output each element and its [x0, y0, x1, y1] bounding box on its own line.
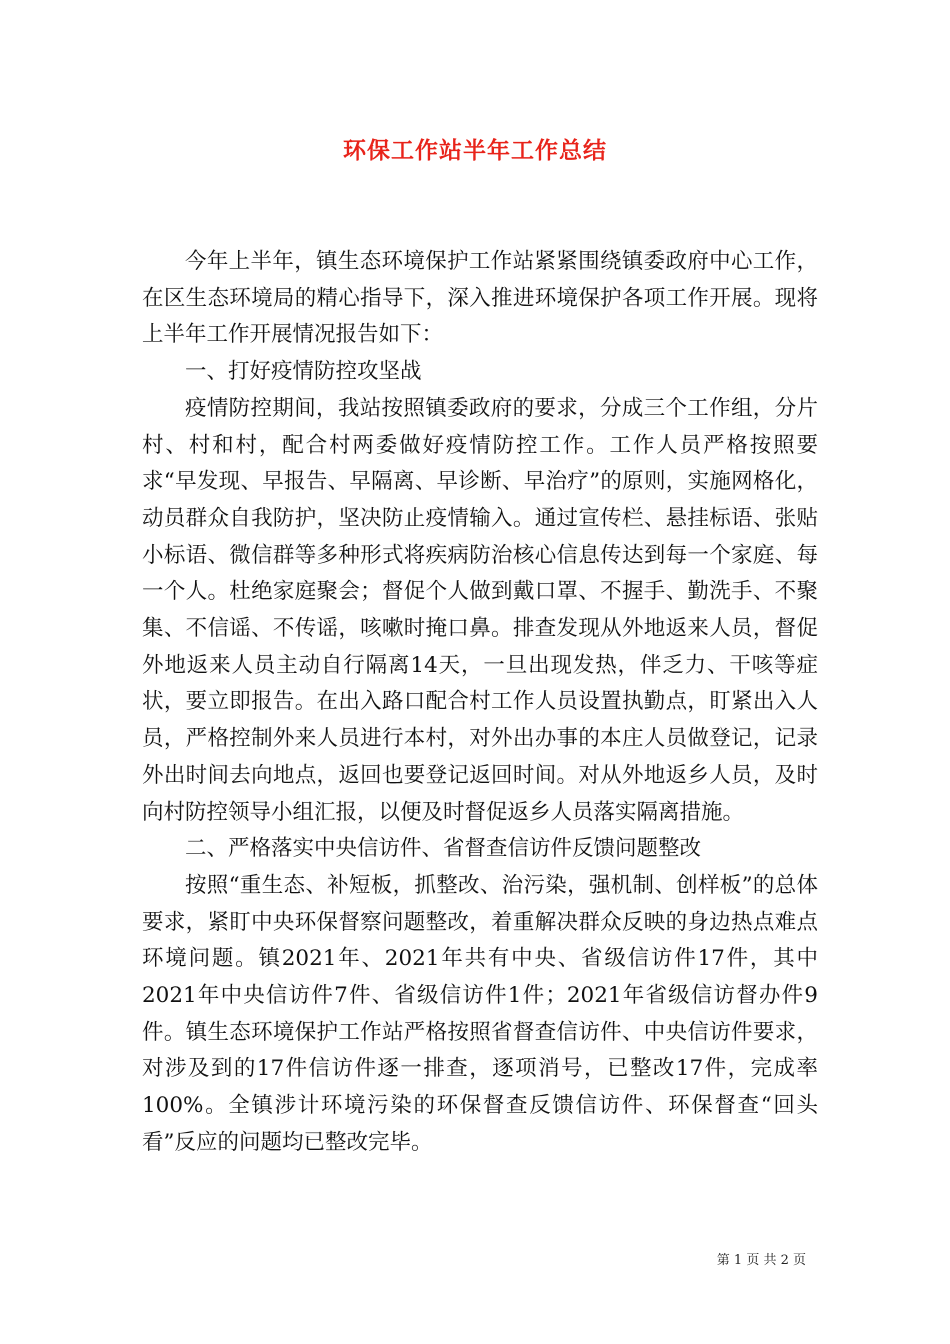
- section-2-paragraph: 按照“重生态、补短板，抓整改、治污染，强机制、创样板”的总体要求，紧盯中央环保督察问题整改，着重解决群众反映的身边热点难点环境问题。镇2021年、2021年共有中央、省级信访件17件，其中2021年中央信访件7件、省级信访件1件；2021年省级信访督办件9件。镇生态环境保护工作站严格按照省督查信访件、中央信访件要求，对涉及到的17件信访件逐一排查，逐项消号，已整改17件，完成率100%。全镇涉计环境污染的环保督查反馈信访件、环保督查“回头看”反应的问题均已整改完毕。: [142, 872, 818, 1155]
- intro-paragraph: 今年上半年，镇生态环境保护工作站紧紧围绕镇委政府中心工作，在区生态环境局的精心指导下，深入推进环境保护各项工作开展。现将上半年工作开展情况报告如下：: [142, 249, 818, 348]
- document-title: 环保工作站半年工作总结: [343, 137, 607, 164]
- section-heading-1: 一、打好疫情防控攻坚战: [185, 359, 422, 385]
- document-body: [142, 244, 818, 1162]
- page-number: 第 1 页 共 2 页: [716, 1253, 806, 1268]
- section-heading-2: 二、严格落实中央信访件、省督查信访件反馈问题整改: [185, 836, 702, 862]
- section-1-paragraph: 疫情防控期间，我站按照镇委政府的要求，分成三个工作组，分片村、村和村，配合村两委做好疫情防控工作。工作人员严格按照要求“早发现、早报告、早隔离、早诊断、早治疗”的原则，实施网格化，动员群众自我防护，坚决防止疫情输入。通过宣传栏、悬挂标语、张贴小标语、微信群等多种形式将疾病防治核心信息传达到每一个家庭、每一个人。杜绝家庭聚会；督促个人做到戴口罩、不握手、勤洗手、不聚集、不信谣、不传谣，咳嗽时掩口鼻。排查发现从外地返来人员，督促外地返来人员主动自行隔离14天，一旦出现发热，伴乏力、干咳等症状，要立即报告。在出入路口配合村工作人员设置执勤点，盯紧出入人员，严格控制外来人员进行本村，对外出办事的本庄人员做登记，记录外出时间去向地点，返回也要登记返回时间。对从外地返乡人员，及时向村防控领导小组汇报，以便及时督促返乡人员落实隔离措施。: [142, 395, 818, 825]
